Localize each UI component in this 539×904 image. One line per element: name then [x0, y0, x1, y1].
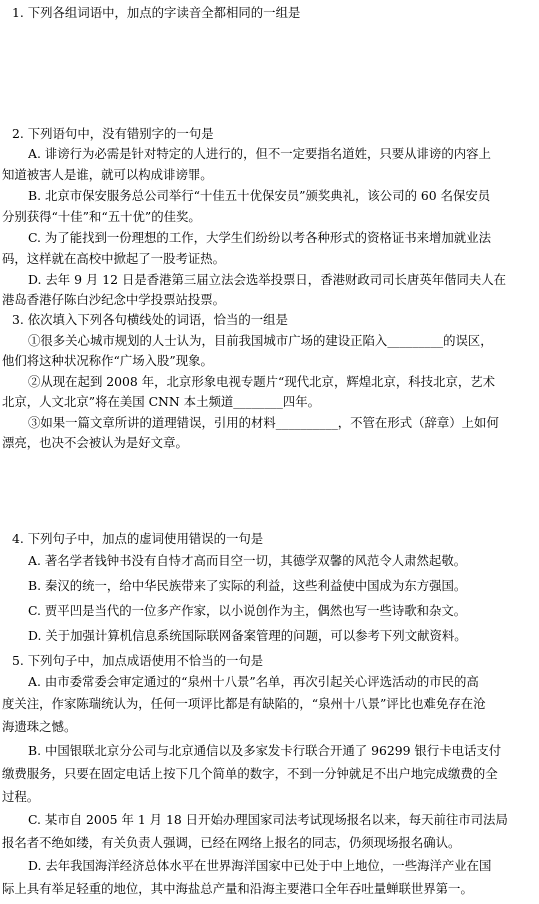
q5-line: 缴费服务，只要在固定电话上按下几个简单的数字，不到一分钟就足不出户地完成缴费的全	[2, 766, 498, 781]
q5-line: 度关注，作家陈瑞统认为，任何一项评比都是有缺陷的，“泉州十八景”评比也难免存在沧	[2, 696, 486, 711]
q2-line: B. 北京市保安服务总公司举行“十佳五十优保安员”颁奖典礼，该公司的 60 名保安员	[28, 188, 491, 203]
q3-line: ③如果一篇文章所讲的道理错误，引用的材料__________，不管在形式（辞章）上如何	[28, 415, 499, 430]
q5-stem: 5. 下列句子中，加点成语使用不恰当的一句是	[12, 653, 264, 668]
q5-line: D. 去年我国海洋经济总体水平在世界海洋国家中已处于中上地位，一些海洋产业在国	[28, 858, 492, 873]
q4-stem: 4. 下列句子中，加点的虚词使用错误的一句是	[12, 531, 264, 546]
q1-stem: 1. 下列各组词语中，加点的字读音全都相同的一组是	[12, 5, 301, 20]
q2-line: 分别获得“十佳”和“五十优”的佳奖。	[2, 209, 201, 224]
q4-option-d: D. 关于加强计算机信息系统国际联网备案管理的问题，可以参考下列文献资料。	[28, 628, 467, 643]
q5-line: 际上具有举足轻重的地位，其中海盐总产量和沿海主要港口全年吞吐量蝉联世界第一。	[2, 881, 473, 896]
q2-line: 知道被害人是谁，就可以构成诽谤罪。	[2, 167, 213, 182]
q3-line: 他们将这种状况称作“广场入股”现象。	[2, 353, 213, 368]
q2-line: A. 诽谤行为必需是针对特定的人进行的，但不一定要指名道姓，只要从诽谤的内容上	[28, 146, 491, 161]
q5-line: 报名者不绝如缕，有关负责人强调，已经在网络上报名的同志，仍须现场报名确认。	[2, 835, 461, 850]
q4-option-b: B. 秦汉的统一，给中华民族带来了实际的利益，这些利益使中国成为东方强国。	[28, 578, 467, 593]
q2-line: D. 去年 9 月 12 日是香港第三届立法会选举投票日，香港财政司司长唐英年偕同夫人在	[28, 272, 507, 287]
q3-stem: 3. 依次填入下列各句横线处的词语，恰当的一组是	[12, 312, 288, 327]
q5-line: B. 中国银联北京分公司与北京通信以及多家发卡行联合开通了 96299 银行卡电话支付	[28, 743, 502, 758]
q2-stem: 2. 下列语句中，没有错别字的一句是	[12, 126, 214, 141]
q3-line: 漂亮，也决不会被认为是好文章。	[2, 435, 188, 450]
q4-option-a: A. 著名学者钱钟书没有自恃才高而目空一切，其德学双馨的风范令人肃然起敬。	[28, 553, 467, 568]
q5-line: 过程。	[2, 789, 40, 804]
q3-line: ②从现在起到 2008 年，北京形象电视专题片“现代北京，辉煌北京，科技北京，艺术	[28, 374, 496, 389]
q2-line: C. 为了能找到一份理想的工作，大学生们纷纷以考各种形式的资格证书来增加就业法	[28, 230, 491, 245]
q5-line: C. 某市自 2005 年 1 月 18 日开始办理国家司法考试现场报名以来，每天前往市司法局	[28, 812, 508, 827]
q3-line: 北京，人文北京”将在美国 CNN 本土频道________四年。	[2, 394, 320, 409]
q2-line: 码，这样就在高校中掀起了一股考证热。	[2, 251, 226, 266]
q5-line: 海遗珠之憾。	[2, 719, 77, 734]
q5-line: A. 由市委常委会审定通过的“泉州十八景”名单，再次引起关心评选活动的市民的高	[28, 674, 479, 689]
q4-option-c: C. 贾平凹是当代的一位多产作家，以小说创作为主，偶然也写一些诗歌和杂文。	[28, 603, 467, 618]
q2-line: 港岛香港仔陈白沙纪念中学投票站投票。	[2, 292, 226, 307]
q3-line: ①很多关心城市规划的人士认为，目前我国城市广场的建设正陷入_________的误区，	[28, 333, 493, 348]
